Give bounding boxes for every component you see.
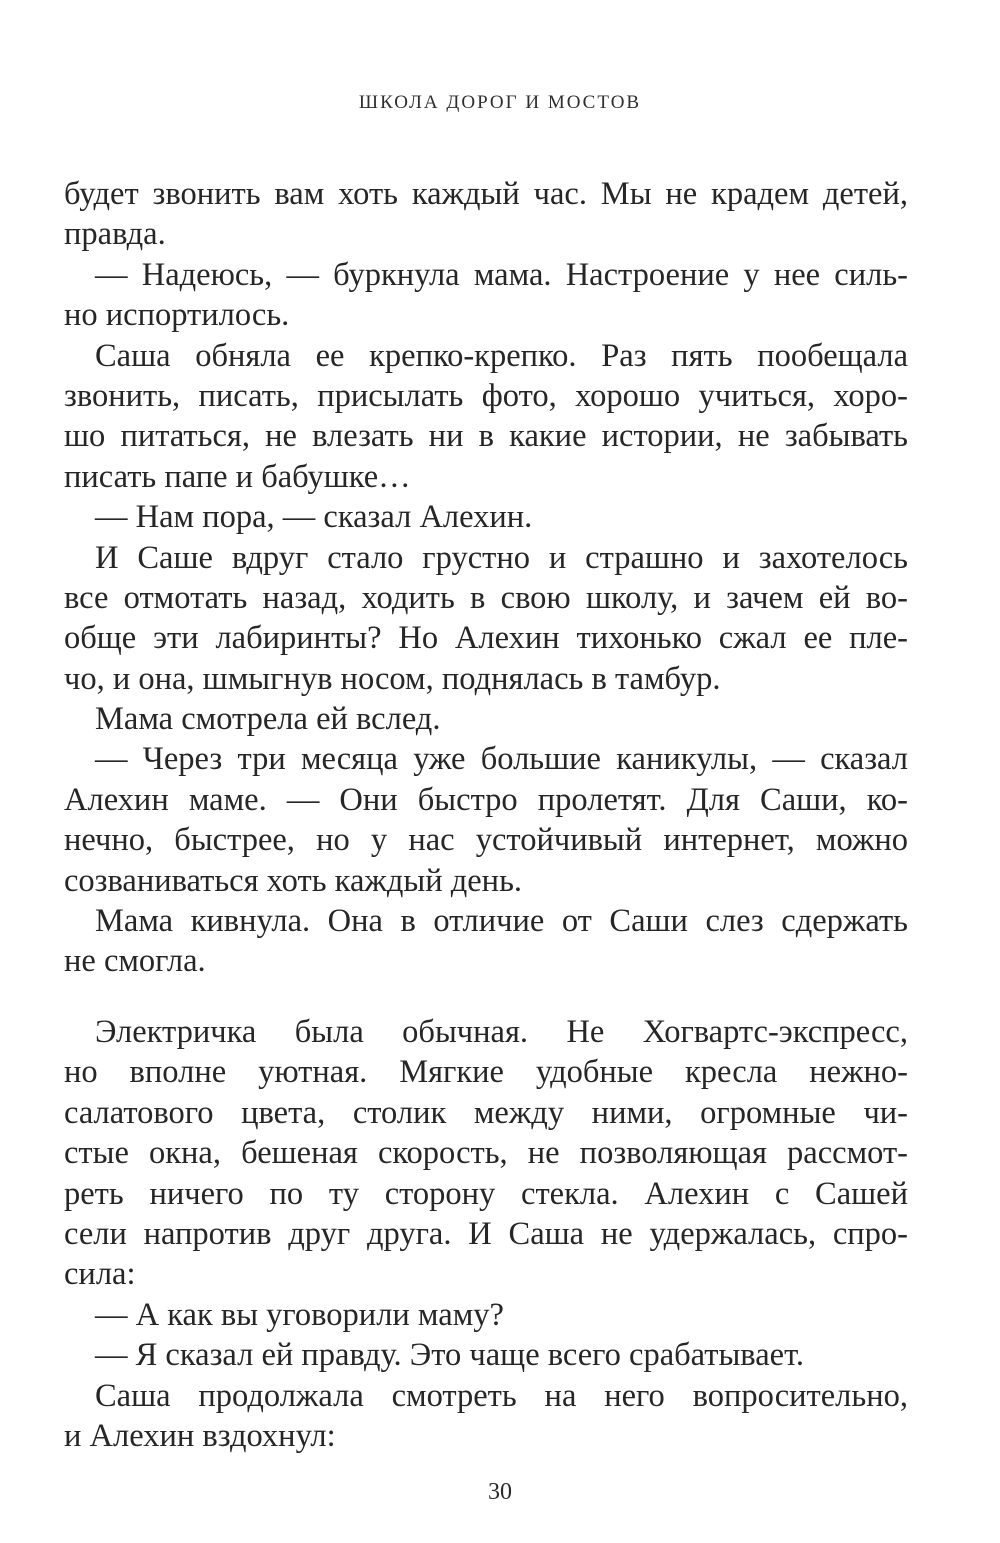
text-line: созваниваться хоть каждый день. (64, 862, 523, 899)
text-line: — Нам пора, — сказал Алехин. (95, 499, 533, 536)
text-line: правда. (64, 216, 166, 253)
page-number: 30 (488, 1479, 512, 1505)
text-line: звонить, писать, присылать фото, хорошо учиться, хоро- (64, 377, 908, 414)
text-line: чо, и она, шмыгнув носом, поднялась в тамбур. (64, 660, 721, 697)
text-section-2 (64, 1012, 908, 1456)
text-line: и Алехин вздохнул: (64, 1417, 336, 1454)
text-line: все отмотать назад, ходить в свою школу, и зачем ей во- (64, 579, 908, 616)
text-line: нечно, быстрее, но у нас устойчивый интернет, можно (64, 822, 908, 859)
text-line: писать папе и бабушке… (64, 458, 411, 495)
text-line: но вполне уютная. Мягкие удобные кресла нежно- (64, 1054, 908, 1091)
text-line: Электричка была обычная. Не Хогвартс-экспресс, (95, 1014, 908, 1050)
text-line: — Надеюсь, — буркнула мама. Настроение у нее силь- (95, 256, 908, 293)
text-line: Саша обняла ее крепко-крепко. Раз пять пообещала (95, 337, 908, 374)
text-line: — Я сказал ей правду. Это чаще всего срабатывает. (95, 1337, 804, 1374)
text-line: но испортилось. (64, 297, 290, 334)
text-line: — А как вы уговорили маму? (95, 1296, 504, 1333)
text-line: сила: (64, 1256, 136, 1293)
text-section-1 (64, 174, 908, 982)
text-line: будет звонить вам хоть каждый час. Мы не крадем детей, (64, 176, 908, 212)
text-line: обще эти лабиринты? Но Алехин тихонько сжал ее пле- (64, 620, 908, 657)
text-line: не смогла. (64, 943, 206, 980)
text-line: Мама кивнула. Она в отличие от Саши слез сдержать (95, 903, 908, 940)
text-line: Саша продолжала смотреть на него вопросительно, (95, 1377, 908, 1414)
text-line: Мама смотрела ей вслед. (95, 701, 441, 738)
running-header: ШКОЛА ДОРОГ И МОСТОВ (358, 92, 642, 113)
text-line: салатового цвета, столик между ними, огромные чи- (64, 1094, 908, 1131)
text-line: сели напротив друг друга. И Саша не удержалась, спро- (64, 1215, 908, 1252)
text-line: Алехин маме. — Они быстро пролетят. Для Саши, ко- (64, 781, 908, 818)
text-line: шо питаться, не влезать ни в какие истории, не забывать (64, 418, 908, 455)
text-line: стые окна, бешеная скорость, не позволяющая рассмот- (64, 1135, 908, 1172)
text-line: реть ничего по ту сторону стекла. Алехин с Сашей (64, 1175, 908, 1212)
text-line: И Саше вдруг стало грустно и страшно и захотелось (95, 539, 908, 576)
text-line: — Через три месяца уже большие каникулы, — сказал (95, 741, 908, 778)
